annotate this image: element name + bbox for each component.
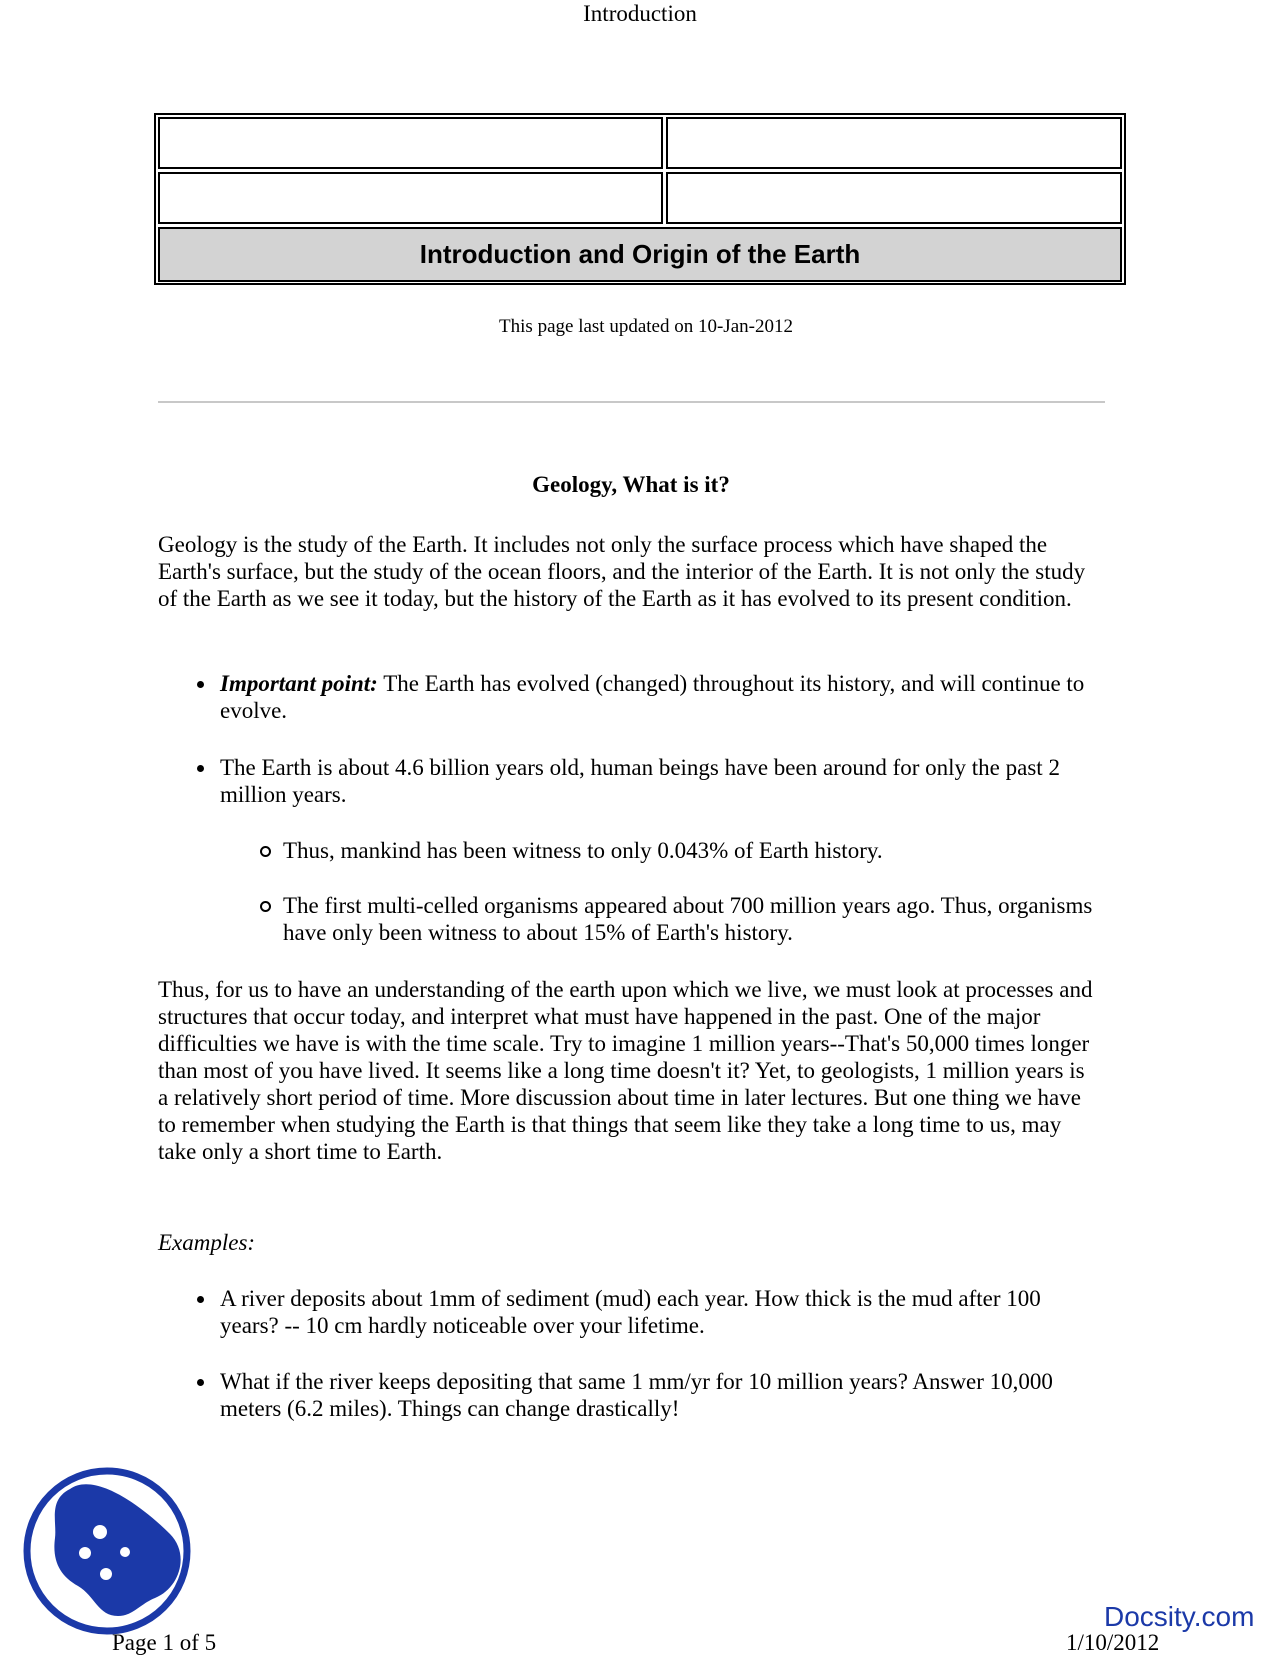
section-heading: Geology, What is it? xyxy=(532,472,730,497)
age-list xyxy=(158,754,1098,808)
empty-cell xyxy=(158,172,663,224)
last-updated-text: This page last updated on 10-Jan-2012 xyxy=(499,316,793,337)
title-table-row xyxy=(158,172,1122,224)
sub-list-item: The first multi-celled organisms appeared about 700 million years ago. Thus, organisms have only been witness to about 15% of Earth's history. xyxy=(158,892,1098,946)
sub-list xyxy=(158,892,1098,946)
important-text: The Earth has evolved (changed) throughout its history, and will continue to evolve. xyxy=(220,671,1085,723)
list-item: A river deposits about 1mm of sediment (mud) each year. How thick is the mud after 100 years? -- 10 cm hardly noticeable over your lifetime. xyxy=(158,1285,1098,1339)
title-table xyxy=(154,113,1126,285)
time-paragraph-block xyxy=(158,976,1098,1165)
key-points-list xyxy=(158,670,1098,724)
empty-cell xyxy=(158,117,663,169)
sub-list-item: Thus, mankind has been witness to only 0.043% of Earth history. xyxy=(158,837,1098,864)
sub-list xyxy=(158,837,1098,864)
intro-paragraph: Geology is the study of the Earth. It includes not only the surface process which have shaped the Earth's surface, but the study of the ocean floors, and the interior of the Earth. It is not only the study of the Earth as we see it today, but the history of the Earth as it has evolved to its present condition. xyxy=(158,532,1086,611)
empty-cell xyxy=(666,117,1122,169)
examples-label: Examples: xyxy=(158,1230,256,1255)
docsity-watermark: Docsity.com xyxy=(1104,1601,1255,1632)
list-item: The Earth is about 4.6 billion years old, human beings have been around for only the past 2 million years. xyxy=(158,754,1098,808)
list-item xyxy=(158,670,1098,724)
docsity-logo-icon xyxy=(22,1466,192,1636)
horizontal-divider xyxy=(158,401,1105,403)
page-number: Page 1 of 5 xyxy=(112,1630,217,1655)
time-paragraph: Thus, for us to have an understanding of the earth upon which we live, we must look at processes and structures that occur today, and interpret what must have happened in the past. One of the major difficulties we have is with the time scale. Try to imagine 1 million years--That's 50,000 times longer than most of you have lived. It seems like a long time doesn't it? Yet, to geologists, 1 million years is a relatively short period of time. More discussion about time in later lectures. But one thing we have to remember when studying the Earth is that things that seem like they take a long time to us, may take only a short time to Earth. xyxy=(158,977,1093,1164)
intro-paragraph-block xyxy=(158,531,1098,612)
examples-list xyxy=(158,1285,1098,1339)
print-date: 1/10/2012 xyxy=(1066,1630,1160,1655)
examples-list xyxy=(158,1368,1098,1422)
title-table-row xyxy=(158,117,1122,169)
list-item: What if the river keeps depositing that same 1 mm/yr for 10 million years? Answer 10,000 meters (6.2 miles). Things can change drastically! xyxy=(158,1368,1098,1422)
document-title: Introduction and Origin of the Earth xyxy=(158,227,1122,282)
empty-cell xyxy=(666,172,1122,224)
page-header-title: Introduction xyxy=(583,1,697,26)
important-label: Important point: xyxy=(220,671,378,696)
